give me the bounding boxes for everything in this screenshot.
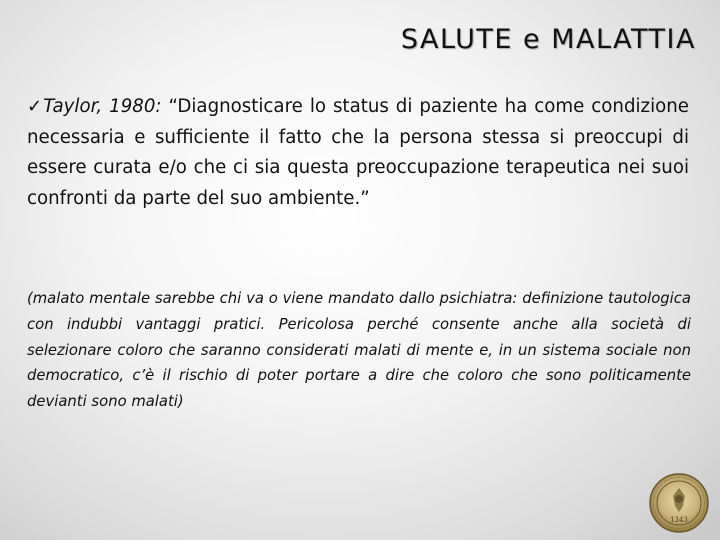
quote-paragraph	[27, 92, 689, 214]
seal-year: 1343	[670, 516, 688, 524]
university-seal-logo	[648, 472, 710, 534]
quote-text: “Diagnosticare lo status di paziente ha come condizione necessaria e sufficiente il fatto che la persona stessa si preoccupi di essere curata e/o che ci sia questa preoccupazione terapeutica nei suoi confronti da parte del suo ambiente.”	[27, 96, 690, 209]
quote-author: Taylor, 1980:	[43, 96, 162, 117]
note-paragraph: (malato mentale sarebbe chi va o viene mandato dallo psichiatra: definizione tautologica con indubbi vantaggi pratici. Pericolosa perché consente anche alla società di selezionare coloro che saranno considerati malati di mente e, in un sistema sociale non democratico, c’è il rischio di poter portare a dire che coloro che sono politicamente devianti sono malati)	[27, 290, 691, 411]
checkmark-bullet-icon: ✓	[27, 96, 44, 117]
slide-title: SALUTE e MALATTIA	[400, 24, 696, 55]
